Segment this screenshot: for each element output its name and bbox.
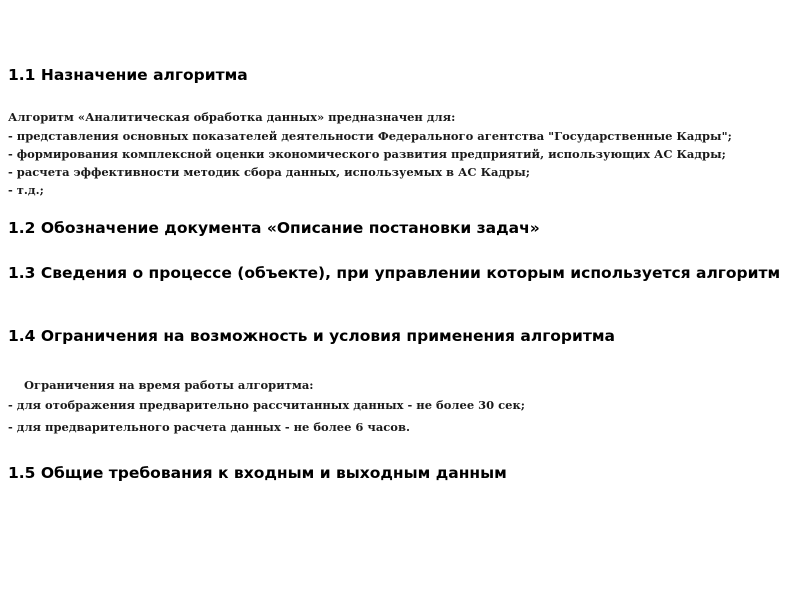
section-heading-1-1: 1.1 Назначение алгоритма xyxy=(8,66,248,84)
section-1-4-item-1: - для отображения предварительно рассчитанных данных - не более 30 сек; xyxy=(8,398,526,412)
section-1-4-intro: Ограничения на время работы алгоритма: xyxy=(24,378,314,392)
section-1-1-item-1: - представления основных показателей деятельности Федерального агентства "Государственные Кадры"; xyxy=(8,129,732,143)
section-1-1-item-2: - формирования комплексной оценки экономического развития предприятий, использующих АС Кадры; xyxy=(8,147,726,161)
section-heading-1-4: 1.4 Ограничения на возможность и условия применения алгоритма xyxy=(8,327,616,345)
section-1-4-item-2: - для предварительного расчета данных - не более 6 часов. xyxy=(8,420,410,434)
section-heading-1-2: 1.2 Обозначение документа «Описание постановки задач» xyxy=(8,219,540,237)
section-1-1-item-4: - т.д.; xyxy=(8,183,44,197)
section-1-1-item-3: - расчета эффективности методик сбора данных, используемых в АС Кадры; xyxy=(8,165,530,179)
section-heading-1-5: 1.5 Общие требования к входным и выходным данным xyxy=(8,464,507,482)
section-heading-1-3: 1.3 Сведения о процессе (объекте), при управлении которым используется алгоритм xyxy=(8,264,781,282)
section-1-1-intro: Алгоритм «Аналитическая обработка данных» предназначен для: xyxy=(8,110,456,124)
